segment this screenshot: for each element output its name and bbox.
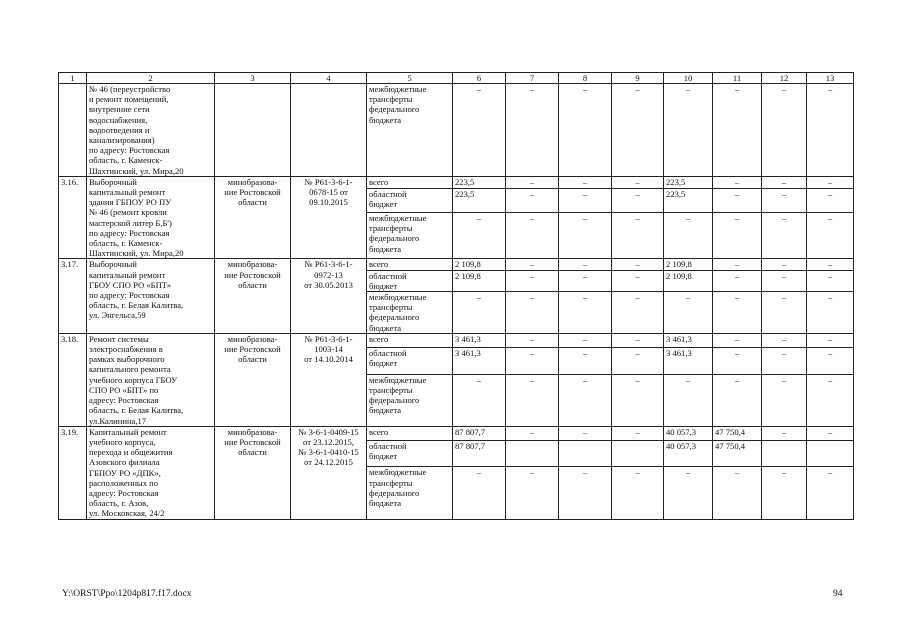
value-cell: – (807, 213, 854, 259)
value-cell: – (506, 270, 559, 291)
value-cell: – (713, 259, 762, 270)
value-cell: – (612, 259, 664, 270)
value-cell: – (612, 84, 664, 177)
value-cell: – (807, 84, 854, 177)
source-cell: областной бюджет (367, 440, 453, 467)
object-cell: № 46 (переустройство и ремонт помещений, внутренние сети водоснабжения, водоотведения и канализирования) по адресу: Ростовская область, г. Каменск- Шахтинский, ул. Мира,20 (87, 84, 215, 177)
value-cell: 3 461,3 (664, 347, 713, 374)
value-cell: – (612, 270, 664, 291)
value-cell: – (612, 333, 664, 347)
value-cell: – (453, 467, 506, 519)
source-cell: областной бюджет (367, 189, 453, 213)
value-cell: 87 807,7 (453, 440, 506, 467)
value-cell: – (559, 189, 612, 213)
column-number: 10 (664, 73, 713, 84)
source-cell: областной бюджет (367, 270, 453, 291)
value-cell: – (506, 292, 559, 334)
value-cell: – (612, 292, 664, 334)
value-cell: 3 461,3 (453, 347, 506, 374)
value-cell: – (762, 292, 807, 334)
value-cell: – (559, 426, 612, 440)
page-number: 94 (833, 589, 843, 599)
value-cell: – (807, 176, 854, 188)
row-number-cell: 3.18. (59, 333, 87, 426)
value-cell: – (807, 292, 854, 334)
financing-table (58, 72, 854, 520)
column-number: 8 (559, 73, 612, 84)
source-cell: межбюджетные трансферты федерального бюджета (367, 467, 453, 519)
value-cell: – (559, 84, 612, 177)
source-cell: областной бюджет (367, 347, 453, 374)
value-cell: – (612, 374, 664, 426)
value-cell: – (559, 292, 612, 334)
value-cell: – (762, 347, 807, 374)
source-cell: всего (367, 176, 453, 188)
value-cell: – (713, 333, 762, 347)
customer-cell (215, 84, 291, 177)
value-cell: 47 750,4 (713, 426, 762, 440)
document-cell: № Р61-3-6-1- 0678-15 от 09.10.2015 (291, 176, 367, 259)
value-cell: – (612, 426, 664, 440)
value-cell: – (612, 347, 664, 374)
value-cell: – (559, 374, 612, 426)
value-cell: – (559, 259, 612, 270)
value-cell: – (713, 176, 762, 188)
column-number: 5 (367, 73, 453, 84)
column-number-row (59, 73, 854, 84)
value-cell: – (612, 189, 664, 213)
customer-cell: минобразова- ние Ростовской области (215, 176, 291, 259)
row-number-cell: 3.19. (59, 426, 87, 519)
value-cell: – (506, 259, 559, 270)
customer-cell: минобразова- ние Ростовской области (215, 259, 291, 333)
object-cell: Выборочный капитальный ремонт здания ГБПОУ РО ПУ № 46 (ремонт кровли мастерской литер Б,Б') по адресу: Ростовская область, г. Каменск- Шахтинский, ул. Мира,20 (87, 176, 215, 259)
value-cell: – (807, 333, 854, 347)
value-cell: – (664, 292, 713, 334)
value-cell: – (713, 189, 762, 213)
value-cell: – (807, 270, 854, 291)
document-cell: № Р61-3-6-1- 1003-14 от 14.10.2014 (291, 333, 367, 426)
column-number: 3 (215, 73, 291, 84)
value-cell: – (664, 374, 713, 426)
value-cell: – (559, 213, 612, 259)
value-cell: – (713, 213, 762, 259)
document-cell: № 3-6-1-0409-15 от 23.12.2015, № 3-6-1-0410-15 от 24.12.2015 (291, 426, 367, 519)
source-cell: всего (367, 426, 453, 440)
value-cell: 2 109,8 (453, 259, 506, 270)
row-number-cell: 3.16. (59, 176, 87, 259)
table-row (59, 259, 854, 270)
value-cell: – (453, 374, 506, 426)
value-cell: – (664, 213, 713, 259)
value-cell: – (762, 176, 807, 188)
value-cell: – (506, 84, 559, 177)
continuation-row (59, 84, 854, 177)
object-cell: Ремонт системы электроснабжения в рамках выборочного капитального ремонта учебного корпуса ГБОУ СПО РО «БПТ» по адресу: Ростовская область, г. Белая Калитва, ул.Калинина,17 (87, 333, 215, 426)
customer-cell: минобразова- ние Ростовской области (215, 333, 291, 426)
file-path: Y:\ORST\Ppo\1204p817.f17.docx (62, 589, 192, 599)
value-cell: – (506, 374, 559, 426)
column-number: 13 (807, 73, 854, 84)
table-row (59, 176, 854, 188)
value-cell (762, 440, 807, 467)
value-cell: – (612, 176, 664, 188)
column-number: 2 (87, 73, 215, 84)
value-cell: – (506, 347, 559, 374)
value-cell: – (762, 333, 807, 347)
source-cell: межбюджетные трансферты федерального бюджета (367, 213, 453, 259)
column-number: 6 (453, 73, 506, 84)
value-cell: 223,5 (453, 176, 506, 188)
column-number: 12 (762, 73, 807, 84)
value-cell: – (664, 467, 713, 519)
column-number: 11 (713, 73, 762, 84)
value-cell: – (807, 347, 854, 374)
value-cell: – (807, 426, 854, 440)
value-cell: – (762, 374, 807, 426)
value-cell (559, 440, 612, 467)
value-cell: – (506, 213, 559, 259)
value-cell: – (762, 426, 807, 440)
value-cell: 47 750,4 (713, 440, 762, 467)
customer-cell: минобразова- ние Ростовской области (215, 426, 291, 519)
value-cell: – (559, 270, 612, 291)
value-cell: – (807, 374, 854, 426)
value-cell: 87 807,7 (453, 426, 506, 440)
value-cell: – (713, 84, 762, 177)
value-cell: – (506, 467, 559, 519)
document-cell: № Р61-3-6-1- 0972-13 от 30.05.2013 (291, 259, 367, 333)
value-cell: 223,5 (453, 189, 506, 213)
value-cell: – (762, 467, 807, 519)
value-cell: – (713, 374, 762, 426)
row-number-cell: 3.17. (59, 259, 87, 333)
value-cell: 2 109,8 (453, 270, 506, 291)
column-number: 1 (59, 73, 87, 84)
column-number: 4 (291, 73, 367, 84)
value-cell: – (453, 292, 506, 334)
object-cell: Капитальный ремонт учебного корпуса, перехода и общежития Азовского филиала ГБПОУ РО «ДПК», расположенных по адресу: Ростовская область, г. Азов, ул. Московская, 24/2 (87, 426, 215, 519)
object-cell: Выборочный капитальный ремонт ГБОУ СПО РО «БПТ» по адресу: Ростовская область, г. Белая Калитва, ул. Энгельса,59 (87, 259, 215, 333)
value-cell: – (713, 347, 762, 374)
value-cell: 40 057,3 (664, 440, 713, 467)
value-cell: 40 057,3 (664, 426, 713, 440)
column-number: 7 (506, 73, 559, 84)
source-cell: межбюджетные трансферты федерального бюджета (367, 292, 453, 334)
source-cell: межбюджетные трансферты федерального бюджета (367, 374, 453, 426)
document-cell (291, 84, 367, 177)
table-row (59, 426, 854, 440)
value-cell: – (612, 467, 664, 519)
source-cell: всего (367, 333, 453, 347)
value-cell: – (453, 84, 506, 177)
value-cell: – (713, 292, 762, 334)
value-cell: – (807, 259, 854, 270)
value-cell: – (559, 347, 612, 374)
value-cell: – (506, 426, 559, 440)
column-number: 9 (612, 73, 664, 84)
value-cell: – (664, 84, 713, 177)
value-cell (506, 440, 559, 467)
value-cell: – (807, 189, 854, 213)
value-cell (807, 440, 854, 467)
value-cell: 223,5 (664, 176, 713, 188)
value-cell: 3 461,3 (453, 333, 506, 347)
value-cell: – (506, 189, 559, 213)
value-cell: – (559, 467, 612, 519)
value-cell: – (559, 333, 612, 347)
value-cell: – (713, 467, 762, 519)
value-cell (612, 440, 664, 467)
value-cell: – (762, 259, 807, 270)
table-row (59, 333, 854, 347)
value-cell: – (453, 213, 506, 259)
value-cell: – (807, 467, 854, 519)
value-cell: – (762, 84, 807, 177)
value-cell: – (762, 189, 807, 213)
value-cell: – (506, 333, 559, 347)
source-cell: всего (367, 259, 453, 270)
value-cell: – (713, 270, 762, 291)
value-cell: – (506, 176, 559, 188)
row-number-cell (59, 84, 87, 177)
source-cell: межбюджетные трансферты федерального бюджета (367, 84, 453, 177)
value-cell: 2 109,8 (664, 259, 713, 270)
value-cell: – (762, 270, 807, 291)
value-cell: – (559, 176, 612, 188)
value-cell: 223,5 (664, 189, 713, 213)
value-cell: – (762, 213, 807, 259)
value-cell: – (612, 213, 664, 259)
value-cell: 2 109,8 (664, 270, 713, 291)
value-cell: 3 461,3 (664, 333, 713, 347)
